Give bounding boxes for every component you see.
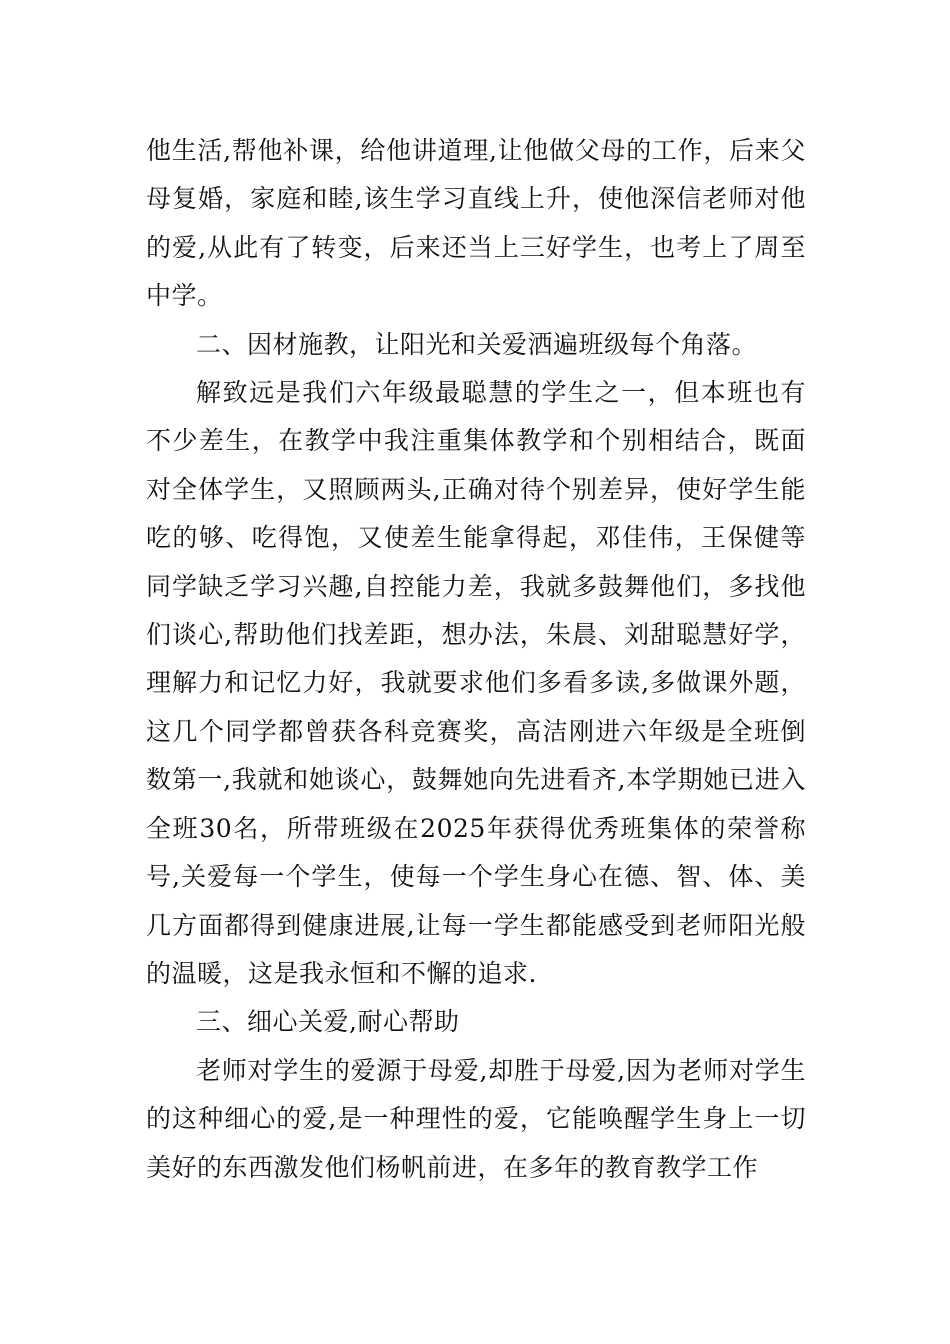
paragraph-body: 老师对学生的爱源于母爱,却胜于母爱,因为老师对学生的这种细心的爱,是一种理性的爱，它能唤醒学生身上一切美好的东西激发他们杨帆前进，在多年的教育教学工作 — [146, 1055, 806, 1182]
document-body — [146, 127, 806, 1192]
section-heading-two: 二、因材施教，让阳光和关爱洒遍班级每个角落。 — [196, 329, 758, 359]
paragraph-continuation: 他生活,帮他补课，给他讲道理,让他做父母的工作，后来父母复婚，家庭和睦,该生学习直线上升，使他深信老师对他的爱,从此有了转变，后来还当上三好学生，也考上了周至中学。 — [146, 136, 806, 311]
paragraph-body: 解致远是我们六年级最聪慧的学生之一，但本班也有不少差生，在教学中我注重集体教学和个别相结合，既面对全体学生，又照顾两头,正确对待个别差异，使好学生能吃的够、吃得饱，又使差生能拿得起，邓佳伟，王保健等同学缺乏学习兴趣,自控能力差，我就多鼓舞他们，多找他们谈心,帮助他们找差距，想办法，朱晨、刘甜聪慧好学，理解力和记忆力好，我就要求他们多看多读,多做课外题，这几个同学都曾获各科竞赛奖，高洁刚进六年级是全班倒数第一,我就和她谈心，鼓舞她向先进看齐,本学期她已进入全班30名，所带班级在2025年获得优秀班集体的荣誉称号,关爱每一个学生，使每一个学生身心在德、智、体、美几方面都得到健康进展,让每一学生都能感受到老师阳光般的温暖，这是我永恒和不懈的追求. — [146, 378, 806, 988]
section-heading-three: 三、细心关爱,耐心帮助 — [196, 1007, 460, 1037]
